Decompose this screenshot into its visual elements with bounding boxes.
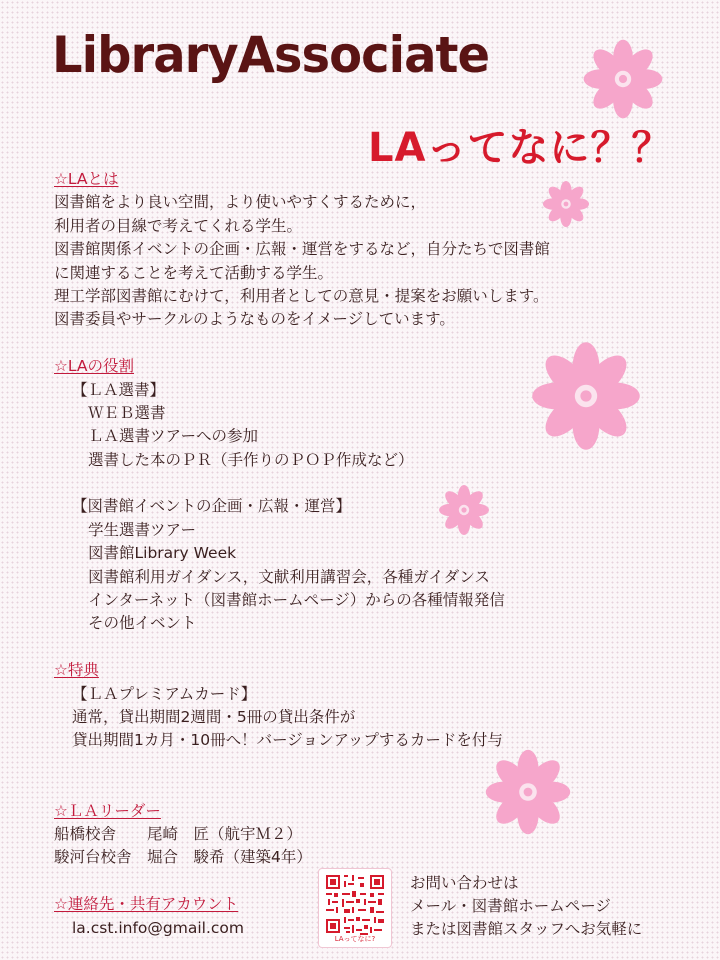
section-heading-about: ☆LAとは — [54, 170, 119, 188]
benefit-card-title: 【ＬＡプレミアムカード】 — [72, 684, 257, 703]
about-line: に関連することを考えて活動する学生。 — [54, 263, 334, 282]
leader-row: 駿河台校舎 堀合 駿希（建築4年） — [54, 848, 312, 867]
flower-icon — [582, 38, 664, 120]
leader-row: 船橋校舎 尾崎 匠（航宇Ｍ２） — [54, 824, 303, 843]
about-line: 図書委員やサークルのようなものをイメージしています。 — [54, 310, 455, 329]
page-subtitle: LAってなに？？ — [368, 125, 673, 171]
role-group-title: 【ＬＡ選書】 — [72, 380, 166, 399]
about-line: 図書館関係イベントの企画・広報・運営をするなど，自分たちで図書館 — [54, 240, 550, 259]
role-item: 図書館利用ガイダンス，文献利用講習会，各種ガイダンス — [88, 567, 490, 586]
role-item: インターネット（図書館ホームページ）からの各種情報発信 — [88, 591, 505, 610]
role-item: 選書した本のＰＲ（手作りのＰＯＰ作成など） — [88, 450, 414, 469]
section-heading-leaders: ☆ＬＡリーダー — [54, 801, 161, 820]
contact-email[interactable]: la.cst.info@gmail.com — [72, 918, 244, 937]
about-line: 図書館をより良い空間，より使いやすくするために， — [54, 193, 427, 212]
qr-code-icon — [324, 873, 386, 935]
about-line: 理工学部図書館にむけて，利用者としての意見・提案をお願いします。 — [54, 286, 549, 305]
benefit-line: 通常，貸出期間2週間・5冊の貸出条件が — [72, 707, 356, 726]
role-item: 図書館Library Week — [88, 544, 237, 563]
contact-note — [410, 872, 642, 941]
section-heading-benefits: ☆特典 — [54, 661, 99, 680]
role-group-title: 【図書館イベントの企画・広報・運営】 — [72, 497, 352, 516]
contact-note-line: お問い合わせは — [410, 874, 519, 892]
role-item: ＬＡ選書ツアーへの参加 — [88, 427, 259, 446]
qr-caption: LAってなに? — [334, 935, 376, 943]
role-item: 学生選書ツアー — [88, 520, 197, 539]
main-content — [54, 168, 694, 940]
contact-note-line: または図書館スタッフへお気軽に — [410, 920, 643, 938]
section-heading-roles: ☆LAの役割 — [54, 357, 134, 376]
contact-note-line: メール・図書館ホームページ — [410, 897, 611, 915]
role-item: ＷＥＢ選書 — [88, 403, 166, 422]
qr-code — [318, 868, 392, 948]
page-title: LibraryAssociate — [52, 26, 490, 84]
benefit-line: 貸出期間1カ月・10冊へ！バージョンアップするカードを付与 — [72, 731, 503, 750]
about-line: 利用者の目線で考えてくれる学生。 — [54, 216, 303, 235]
section-heading-contact: ☆連絡先・共有アカウント — [54, 895, 239, 914]
role-item: その他イベント — [88, 614, 197, 633]
